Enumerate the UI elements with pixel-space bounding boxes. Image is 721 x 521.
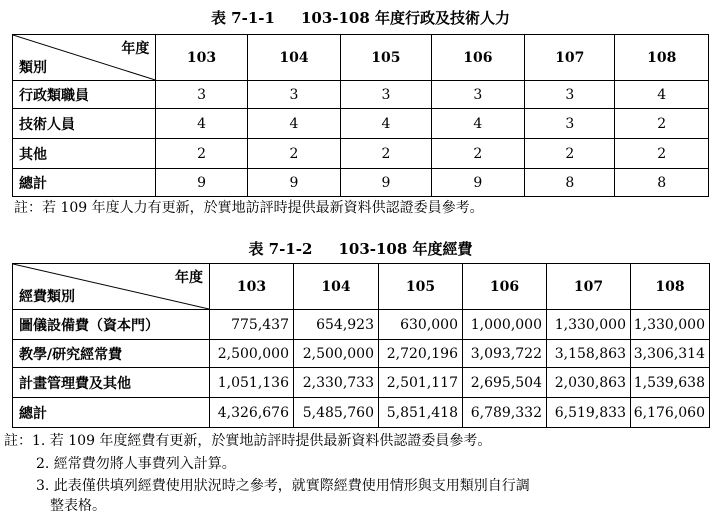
- table-cell: 1,051,136: [210, 368, 294, 398]
- table-cell: 654,923: [294, 310, 379, 340]
- table1-category-header: 類別: [19, 60, 47, 76]
- table-cell: 630,000: [379, 310, 463, 340]
- table-cell: 3: [525, 109, 615, 139]
- row-label: 其他: [13, 139, 156, 169]
- table-cell: 2,500,000: [294, 340, 379, 368]
- table-cell: 3,306,314: [631, 340, 710, 368]
- table-row: [13, 310, 710, 340]
- table2-caption-number: 表 7-1-2: [248, 240, 313, 258]
- table-cell: 6,176,060: [631, 398, 710, 428]
- table-cell: 2: [525, 139, 615, 169]
- table-row: [13, 368, 710, 398]
- table-cell: 2: [431, 139, 524, 169]
- table-cell: 9: [341, 169, 431, 197]
- table-cell: 2,695,504: [463, 368, 547, 398]
- table-cell: 4: [615, 81, 709, 109]
- staffing-table: [12, 34, 709, 197]
- table-cell: 8: [615, 169, 709, 197]
- table-cell: 3,158,863: [547, 340, 631, 368]
- table-row: [13, 139, 709, 169]
- table2-note-3: 3. 此表僅供填列經費使用狀況時之參考，就實際經費使用情形與支用類別自行調: [36, 478, 530, 494]
- row-label: 技術人員: [13, 109, 156, 139]
- row-label: 總計: [13, 169, 156, 197]
- table1-year-header: 年度: [121, 41, 150, 57]
- table-cell: 1,330,000: [631, 310, 710, 340]
- table1-year-107: 107: [525, 35, 615, 81]
- table2-year-105: 105: [379, 264, 463, 310]
- table-cell: 2,501,117: [379, 368, 463, 398]
- table-cell: 9: [247, 169, 340, 197]
- table2-year-106: 106: [463, 264, 547, 310]
- table1-caption-number: 表 7-1-1: [210, 9, 275, 27]
- table1-year-106: 106: [431, 35, 524, 81]
- table-row: [13, 398, 710, 428]
- table1-year-108: 108: [615, 35, 709, 81]
- table-cell: 2: [156, 139, 247, 169]
- table-cell: 4: [431, 109, 524, 139]
- table1-year-105: 105: [341, 35, 431, 81]
- table-cell: 3: [247, 81, 340, 109]
- table-cell: 6,519,833: [547, 398, 631, 428]
- table-cell: 9: [156, 169, 247, 197]
- table-row: [13, 81, 709, 109]
- table2-caption-title: 103-108 年度經費: [338, 240, 473, 258]
- table-cell: 1,539,638: [631, 368, 710, 398]
- table1-header-row: [13, 35, 709, 81]
- table2-notes-prefix: 註：: [4, 433, 32, 449]
- table-row: [13, 340, 710, 368]
- table-cell: 2: [615, 109, 709, 139]
- table-cell: 9: [431, 169, 524, 197]
- table-cell: 5,851,418: [379, 398, 463, 428]
- budget-table: [12, 263, 710, 428]
- table-cell: 4: [341, 109, 431, 139]
- table2-category-header: 經費類別: [19, 289, 75, 305]
- table2-note-2: 2. 經常費勿將人事費列入計算。: [36, 456, 236, 472]
- table-cell: 3: [525, 81, 615, 109]
- table-cell: 2: [341, 139, 431, 169]
- table-cell: 1,330,000: [547, 310, 631, 340]
- table1-caption: [0, 9, 721, 27]
- table-cell: 3,093,722: [463, 340, 547, 368]
- table1-year-103: 103: [156, 35, 247, 81]
- row-label: 圖儀設備費（資本門）: [13, 310, 210, 340]
- table2-caption: [0, 240, 721, 258]
- table2-note-1: 1. 若 109 年度經費有更新，於實地訪評時提供最新資料供認證委員參考。: [32, 433, 492, 449]
- table-cell: 2,500,000: [210, 340, 294, 368]
- table-cell: 3: [431, 81, 524, 109]
- table1-note: 註：若 109 年度人力有更新，於實地訪評時提供最新資料供認證委員參考。: [14, 200, 484, 216]
- table-cell: 1,000,000: [463, 310, 547, 340]
- table2-year-header: 年度: [175, 270, 203, 286]
- row-label: 計畫管理費及其他: [13, 368, 210, 398]
- table2-corner-cell: [13, 264, 210, 310]
- table-cell: 2: [247, 139, 340, 169]
- table-cell: 2,720,196: [379, 340, 463, 368]
- table-cell: 2,330,733: [294, 368, 379, 398]
- table-cell: 4: [156, 109, 247, 139]
- table2-year-108: 108: [631, 264, 710, 310]
- table-cell: 4: [247, 109, 340, 139]
- table1-year-104: 104: [247, 35, 340, 81]
- table-cell: 4,326,676: [210, 398, 294, 428]
- table-cell: 3: [156, 81, 247, 109]
- row-label: 總計: [13, 398, 210, 428]
- table1-corner-cell: [13, 35, 156, 81]
- table2-year-103: 103: [210, 264, 294, 310]
- table-row: [13, 169, 709, 197]
- row-label: 教學/研究經常費: [13, 340, 210, 368]
- table-cell: 2,030,863: [547, 368, 631, 398]
- table-cell: 2: [615, 139, 709, 169]
- table-cell: 5,485,760: [294, 398, 379, 428]
- table2-year-107: 107: [547, 264, 631, 310]
- table-row: [13, 109, 709, 139]
- table-cell: 3: [341, 81, 431, 109]
- table1-caption-title: 103-108 年度行政及技術人力: [300, 9, 511, 27]
- row-label: 行政類職員: [13, 81, 156, 109]
- table2-notes: [4, 432, 491, 450]
- table2-header-row: [13, 264, 710, 310]
- table-cell: 8: [525, 169, 615, 197]
- table2-note-3-continued: 整表格。: [50, 498, 106, 514]
- table-cell: 775,437: [210, 310, 294, 340]
- table2-year-104: 104: [294, 264, 379, 310]
- table-cell: 6,789,332: [463, 398, 547, 428]
